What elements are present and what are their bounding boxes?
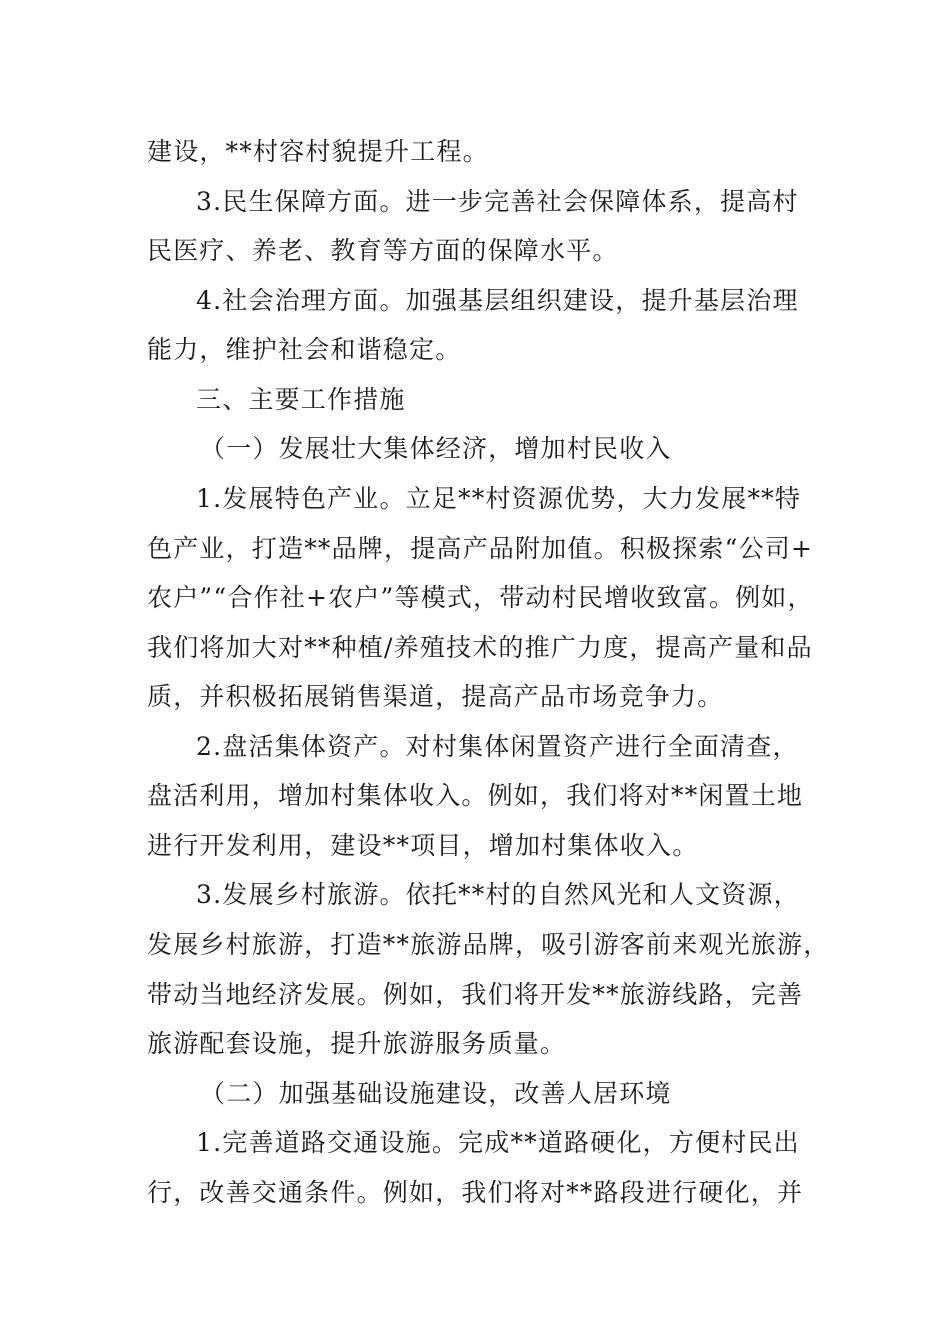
- text-line: 进行开发利用，建设**项目，增加村集体收入。: [147, 831, 699, 860]
- subsection-heading: （二）加强基础设施建设，改善人居环境: [200, 1079, 672, 1108]
- text-line: 带动当地经济发展。例如，我们将开发**旅游线路，完善: [147, 980, 804, 1009]
- text-line: 我们将加大对**种植/养殖技术的推广力度，提高产量和品: [147, 633, 813, 662]
- text-line: 1.完善道路交通设施。完成**道路硬化，方便村民出: [196, 1128, 800, 1157]
- text-line: 4.社会治理方面。加强基层组织建设，提升基层治理: [196, 286, 799, 315]
- text-line: 2.盘活集体资产。对村集体闲置资产进行全面清查，: [196, 732, 799, 761]
- text-line: 民医疗、养老、教育等方面的保障水平。: [147, 236, 619, 265]
- text-line: 色产业，打造**品牌，提高产品附加值。积极探索“公司+: [147, 534, 814, 563]
- text-line: 3.民生保障方面。进一步完善社会保障体系，提高村: [196, 187, 799, 216]
- text-line: 质，并积极拓展销售渠道，提高产品市场竞争力。: [147, 682, 724, 711]
- text-line: 农户”“合作社+农户”等模式，带动村民增收致富。例如，: [147, 583, 814, 612]
- text-line: 1.发展特色产业。立足**村资源优势，大力发展**特: [196, 484, 802, 513]
- text-line: 3.发展乡村旅游。依托**村的自然风光和人文资源，: [196, 880, 800, 909]
- text-line: 行，改善交通条件。例如，我们将对**路段进行硬化，并: [147, 1178, 804, 1207]
- text-line: 盘活利用，增加村集体收入。例如，我们将对**闲置土地: [147, 781, 804, 810]
- subsection-heading: （一）发展壮大集体经济，增加村民收入: [200, 434, 672, 463]
- text-line: 建设，**村容村貌提升工程。: [147, 137, 489, 166]
- text-line: 能力，维护社会和谐稳定。: [147, 335, 462, 364]
- text-line: 旅游配套设施，提升旅游服务质量。: [147, 1029, 567, 1058]
- text-line: 发展乡村旅游，打造**旅游品牌，吸引游客前来观光旅游，: [147, 930, 830, 959]
- section-heading: 三、主要工作措施: [196, 385, 406, 414]
